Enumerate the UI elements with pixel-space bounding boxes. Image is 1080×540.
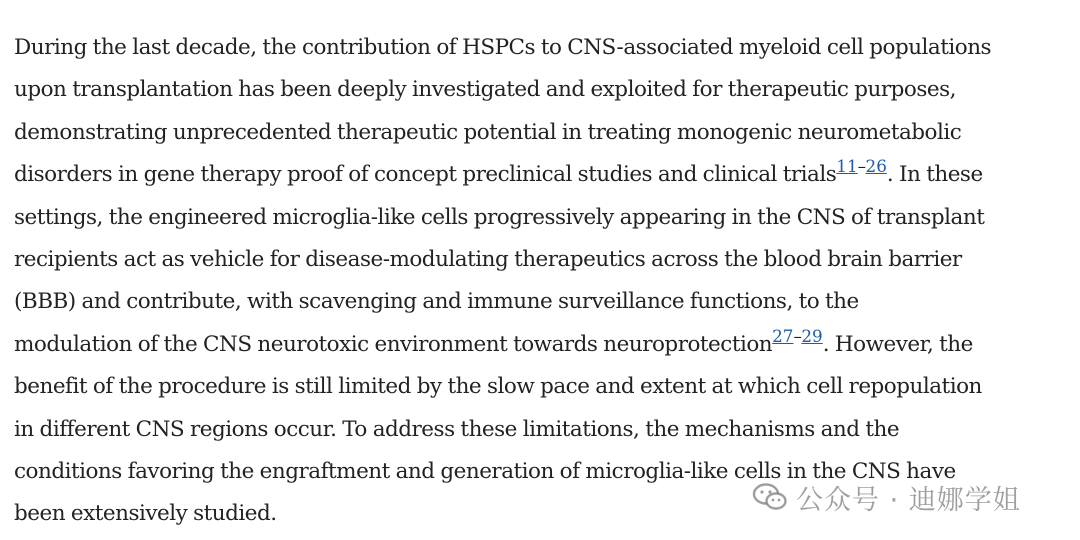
paragraph-line [14, 324, 1074, 366]
paragraph-text: disorders in gene therapy proof of concept preclinical studies and clinical trials [14, 162, 837, 188]
citation-range-dash: – [793, 325, 802, 346]
paragraph-line: settings, the engineered microglia-like cells progressively appearing in the CNS of transplant [14, 204, 985, 230]
paragraph-line: been extensively studied. [14, 501, 277, 527]
paragraph-line [14, 154, 1074, 196]
paragraph-line: During the last decade, the contribution of HSPCs to CNS-associated myeloid cell populations [14, 35, 992, 60]
paragraph-line: conditions favoring the engraftment and generation of microglia-like cells in the CNS have [14, 459, 956, 485]
citation-link-27[interactable]: 27 [772, 325, 794, 346]
paragraph-text: modulation of the CNS neurotoxic environment towards neuroprotection [14, 331, 773, 357]
paragraph-text: . In these [886, 162, 983, 188]
paragraph-line: demonstrating unprecedented therapeutic potential in treating monogenic neurometabolic [14, 119, 962, 145]
watermark-text: 公众号 · 迪娜学姐 [796, 484, 1021, 516]
article-paragraph [14, 27, 1074, 536]
citation-link-26[interactable]: 26 [865, 156, 887, 176]
paragraph-line: benefit of the procedure is still limited by the slow pace and extent at which cell repopulation [14, 374, 982, 400]
paragraph-line: in different CNS regions occur. To address these limitations, the mechanisms and the [14, 416, 900, 442]
citation-link-29[interactable]: 29 [801, 325, 823, 346]
paragraph-line: recipients act as vehicle for disease-modulating therapeutics across the blood brain barrier [14, 247, 962, 273]
paragraph-line: upon transplantation has been deeply investigated and exploited for therapeutic purposes, [14, 77, 956, 103]
paragraph-text: . However, the [822, 331, 973, 357]
paragraph-line: (BBB) and contribute, with scavenging and immune surveillance functions, to the [14, 289, 859, 315]
citation-range-dash: – [857, 156, 866, 176]
citation-link-11[interactable]: 11 [836, 156, 858, 176]
